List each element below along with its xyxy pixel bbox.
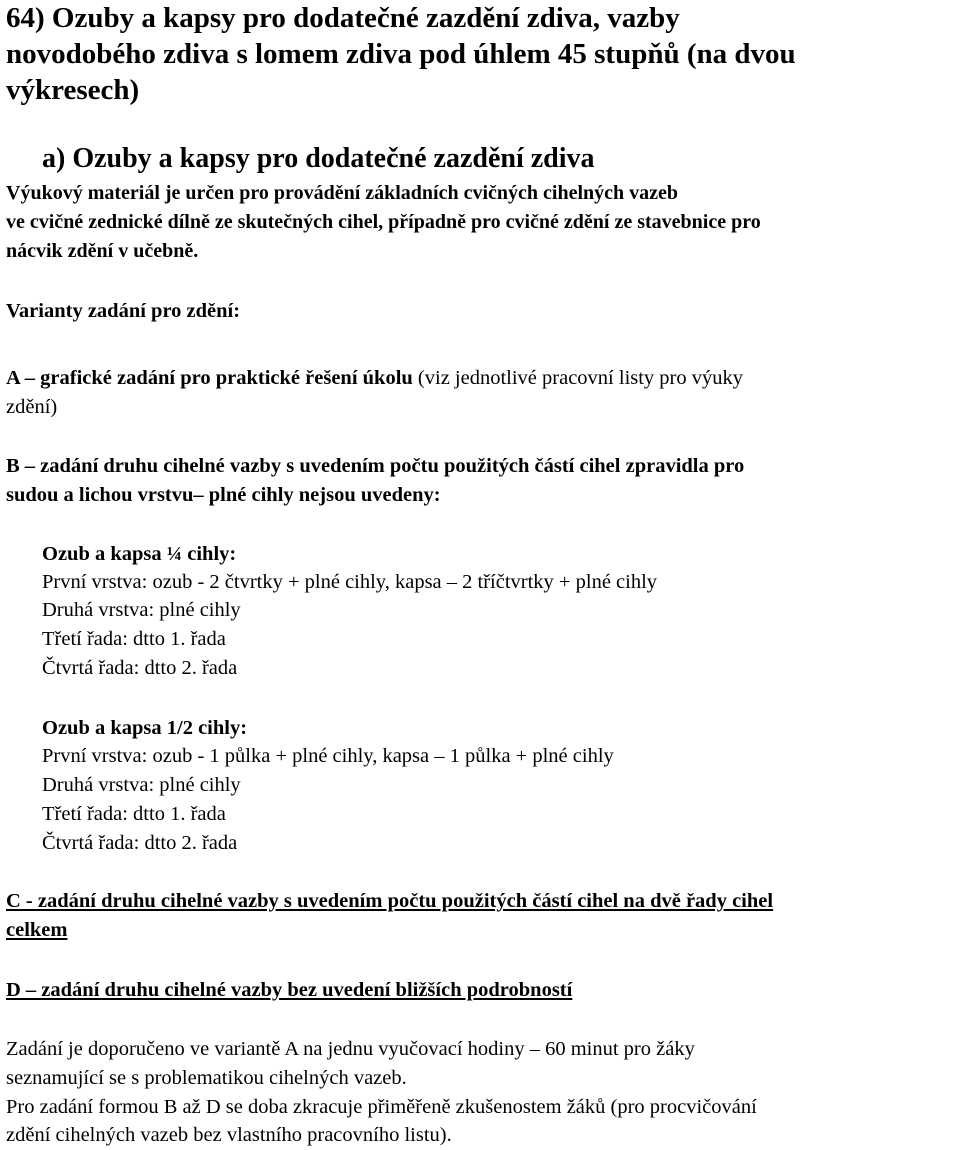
variant-b-line-1: B – zadání druhu cihelné vazby s uvedením počtu použitých částí cihel zpravidla pro bbox=[6, 455, 745, 477]
variant-c-line-2: celkem bbox=[6, 919, 68, 941]
half-row-2: Druhá vrstva: plné cihly bbox=[42, 774, 241, 796]
variant-a-bold-text: A – grafické zadání pro praktické řešení úkolu bbox=[6, 367, 413, 389]
half-row-1: První vrstva: ozub - 1 půlka + plné cihly, kapsa – 1 půlka + plné cihly bbox=[42, 745, 614, 767]
quarter-heading: Ozub a kapsa ¼ cihly: bbox=[42, 543, 237, 565]
quarter-row-4: Čtvrtá řada: dtto 2. řada bbox=[42, 657, 238, 679]
variants-heading: Varianty zadání pro zdění: bbox=[6, 300, 241, 322]
quarter-row-3: Třetí řada: dtto 1. řada bbox=[42, 628, 226, 650]
intro-line-1: Výukový materiál je určen pro provádění základních cvičných cihelných vazeb bbox=[6, 182, 679, 204]
variant-a-normal-text: (viz jednotlivé pracovní listy pro výuky bbox=[412, 367, 744, 389]
quarter-row-2: Druhá vrstva: plné cihly bbox=[42, 599, 241, 621]
variant-c-line-1: C - zadání druhu cihelné vazby s uvedením počtu použitých částí cihel na dvě řady cihel bbox=[6, 890, 774, 912]
document-title-line-3: výkresech) bbox=[6, 74, 140, 106]
half-row-4: Čtvrtá řada: dtto 2. řada bbox=[42, 832, 238, 854]
intro-line-3: nácvik zdění v učebně. bbox=[6, 240, 199, 262]
variant-a-line-2: zdění) bbox=[6, 396, 58, 418]
variant-a-line-1 bbox=[6, 365, 743, 391]
variant-b-line-2: sudou a lichou vrstvu– plné cihly nejsou uvedeny: bbox=[6, 484, 441, 506]
half-heading: Ozub a kapsa 1/2 cihly: bbox=[42, 717, 248, 739]
variant-d-line: D – zadání druhu cihelné vazby bez uvedení bližších podrobností bbox=[6, 979, 573, 1001]
document-title-line-2: novodobého zdiva s lomem zdiva pod úhlem 45 stupňů (na dvou bbox=[6, 38, 796, 70]
document-title-line-1: 64) Ozuby a kapsy pro dodatečné zazdění zdiva, vazby bbox=[6, 2, 680, 34]
intro-line-2: ve cvičné zednické dílně ze skutečných cihel, případně pro cvičné zdění ze stavebnice pro bbox=[6, 211, 761, 233]
section-subtitle: a) Ozuby a kapsy pro dodatečné zazdění zdiva bbox=[42, 143, 595, 174]
note-line-3: Pro zadání formou B až D se doba zkracuje přiměřeně zkušenostem žáků (pro procvičování bbox=[6, 1096, 757, 1118]
note-line-1: Zadání je doporučeno ve variantě A na jednu vyučovací hodiny – 60 minut pro žáky bbox=[6, 1038, 695, 1060]
note-line-4: zdění cihelných vazeb bez vlastního pracovního listu). bbox=[6, 1124, 452, 1146]
note-line-2: seznamující se s problematikou cihelných vazeb. bbox=[6, 1067, 407, 1089]
quarter-row-1: První vrstva: ozub - 2 čtvrtky + plné cihly, kapsa – 2 tříčtvrtky + plné cihly bbox=[42, 571, 658, 593]
half-row-3: Třetí řada: dtto 1. řada bbox=[42, 803, 226, 825]
